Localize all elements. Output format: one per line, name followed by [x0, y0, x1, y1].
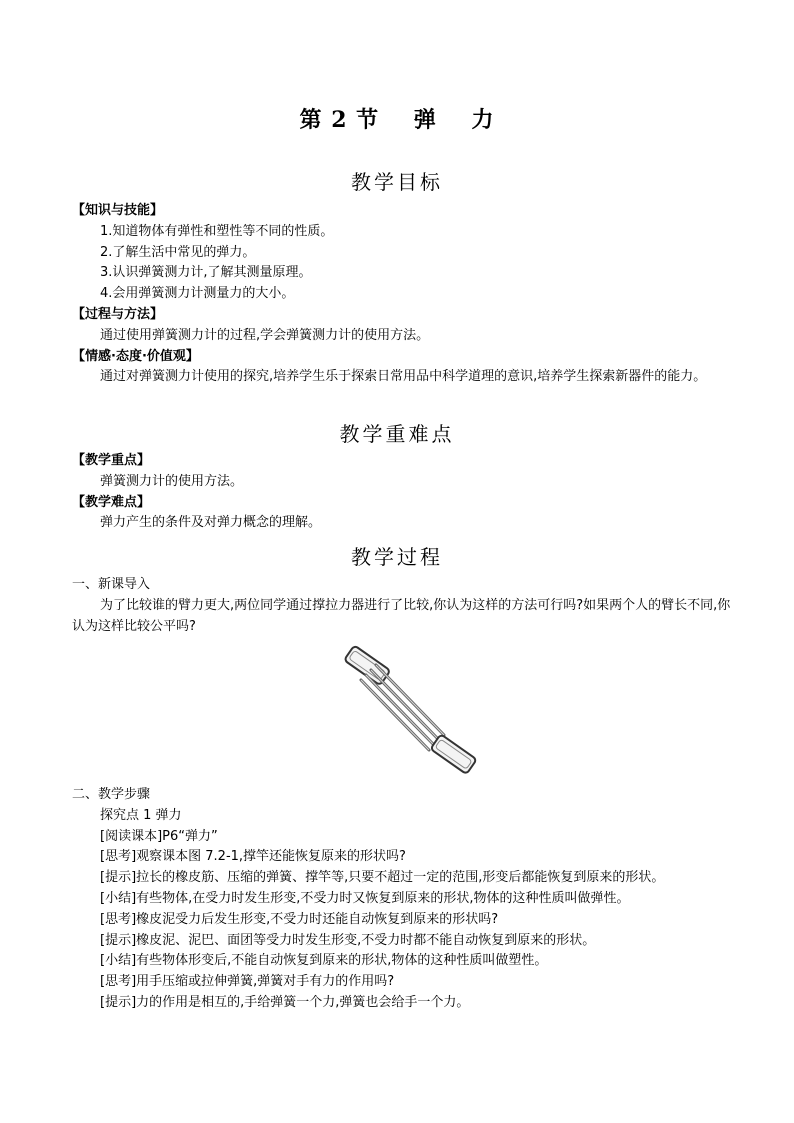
knowledge-item: 1.知道物体有弹性和塑性等不同的性质。: [100, 223, 334, 239]
step-line: 探究点 1 弹力: [100, 807, 182, 823]
heading-key-points: 教学重难点: [339, 422, 455, 446]
step-line: [小结]有些物体形变后,不能自动恢复到原来的形状,物体的这种性质叫做塑性。: [100, 953, 548, 969]
intro-block: [72, 575, 732, 637]
process-method-label: 【过程与方法】: [72, 306, 164, 322]
knowledge-item: 2.了解生活中常见的弹力。: [100, 244, 256, 260]
emotion-label: 【情感·态度·价值观】: [72, 348, 199, 364]
chest-expander-image: [335, 640, 485, 780]
intro-text: 为了比较谁的臂力更大,两位同学通过撑拉力器进行了比较,你认为这样的方法可行吗?如果两个人的臂长不同,你认为这样比较公平吗?: [72, 597, 731, 634]
chest-expander-drawing: [344, 645, 477, 774]
step-line: [提示]力的作用是相互的,手给弹簧一个力,弹簧也会给手一个力。: [100, 994, 470, 1010]
step-line: [思考]用手压缩或拉伸弹簧,弹簧对手有力的作用吗?: [100, 974, 395, 990]
difficulty-text: 弹力产生的条件及对弹力概念的理解。: [100, 515, 322, 531]
step-line: [思考]观察课本图 7.2-1,撑竿还能恢复原来的形状吗?: [100, 849, 406, 865]
knowledge-item: 3.认识弹簧测力计,了解其测量原理。: [100, 265, 312, 281]
heading-objectives: 教学目标: [351, 170, 443, 194]
step-line: [阅读课本]P6“弹力”: [100, 828, 218, 844]
step-line: [思考]橡皮泥受力后发生形变,不受力时还能自动恢复到原来的形状吗?: [100, 911, 499, 927]
steps-label: 二、教学步骤: [72, 787, 151, 802]
emotion-text: 通过对弹簧测力计使用的探究,培养学生乐于探索日常用品中科学道理的意识,培养学生探索新器件的能力。: [100, 369, 707, 385]
knowledge-label: 【知识与技能】: [72, 203, 164, 218]
step-line: [提示]拉长的橡皮筋、压缩的弹簧、撑竿等,只要不超过一定的范围,形变后都能恢复到原来的形状。: [100, 870, 665, 886]
process-method-text: 通过使用弹簧测力计的过程,学会弹簧测力计的使用方法。: [100, 327, 430, 343]
focus-text: 弹簧测力计的使用方法。: [100, 473, 244, 489]
knowledge-item: 4.会用弹簧测力计测量力的大小。: [100, 286, 295, 302]
heading-process: 教学过程: [351, 545, 443, 569]
step-line: [小结]有些物体,在受力时发生形变,不受力时又恢复到原来的形状,物体的这种性质叫做弹性。: [100, 890, 630, 906]
difficulty-label: 【教学难点】: [72, 494, 151, 510]
steps-block: [72, 785, 732, 1014]
page-title: 第 2 节 弹 力: [299, 107, 495, 133]
objectives-block: [72, 201, 732, 388]
focus-label: 【教学重点】: [72, 453, 151, 468]
key-points-block: [72, 451, 732, 534]
step-line: [提示]橡皮泥、泥巴、面团等受力时发生形变,不受力时都不能自动恢复到原来的形状。: [100, 932, 596, 948]
intro-label: 一、新课导入: [72, 577, 151, 592]
